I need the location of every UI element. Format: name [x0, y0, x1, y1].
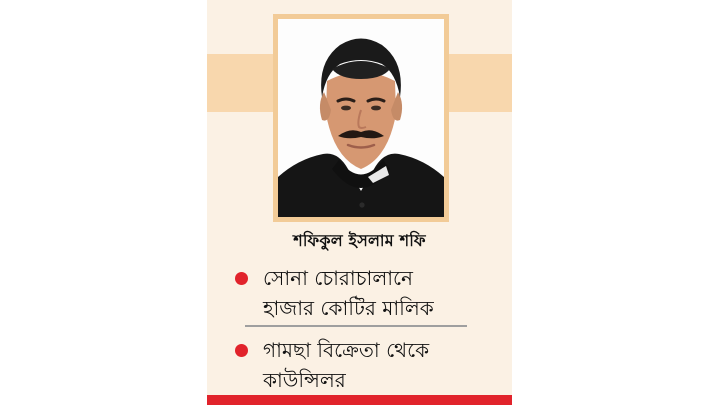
portrait-photo: [278, 19, 444, 217]
bottom-accent-bar: [207, 395, 512, 405]
red-bullet-icon: [235, 272, 248, 285]
fact-divider: [245, 325, 467, 327]
profile-card: [207, 0, 512, 405]
person-name: শফিকুল ইসলাম শফি: [293, 231, 426, 250]
portrait-frame: [273, 14, 449, 222]
fact-line-1: গামছা বিক্রেতা থেকে: [263, 338, 430, 362]
fact-line-2: হাজার কোটির মালিক: [263, 296, 434, 320]
red-bullet-icon: [235, 344, 248, 357]
fact-line-2: কাউন্সিলর: [263, 368, 346, 392]
fact-text: [263, 263, 488, 323]
fact-text: [263, 335, 488, 395]
fact-line-1: সোনা চোরাচালানে: [263, 266, 413, 290]
